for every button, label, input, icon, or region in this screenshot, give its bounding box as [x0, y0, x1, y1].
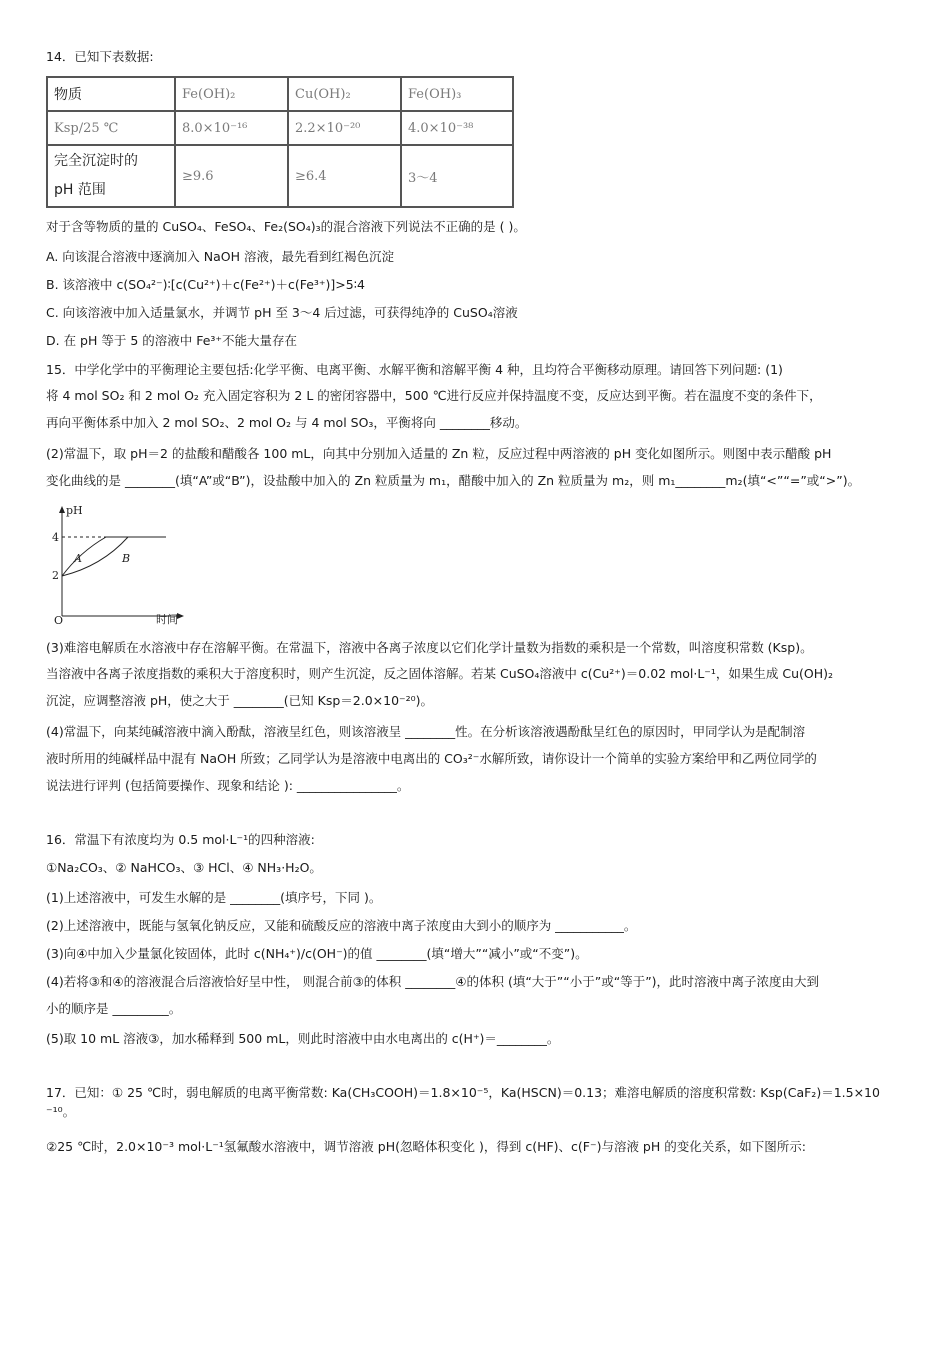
curve-b — [62, 537, 131, 576]
table-header-cell: 物质 — [47, 77, 175, 111]
q15-line-5: 变化曲线的是 ________(填“A”或“B”)，设盐酸中加入的 Zn 粒质量为 m₁，醋酸中加入的 Zn 粒质量为 m₂，则 m₁________m₂(填“<”“=”或“>”)。 — [46, 473, 861, 488]
q14-title: 14．已知下表数据: — [46, 49, 154, 64]
q16-line-7: 小的顺序是 _________。 — [46, 1001, 182, 1016]
table-header-cell: Fe(OH)₂ — [175, 77, 288, 111]
table-cell: ≥9.6 — [175, 145, 288, 207]
q17-line-2: ⁻¹⁰。 — [46, 1104, 76, 1119]
q16-line-2: ①Na₂CO₃、② NaHCO₃、③ HCl、④ NH₃·H₂O。 — [46, 860, 322, 875]
curve-a-label: A — [74, 552, 82, 565]
ph-range-label-line2: pH 范围 — [54, 182, 106, 198]
curve-b-label: B — [122, 552, 131, 565]
q15-line-4: (2)常温下，取 pH＝2 的盐酸和醋酸各 100 mL，向其中分别加入适量的 Zn 粒，反应过程中两溶液的 pH 变化如图所示。则图中表示醋酸 pH — [46, 446, 832, 461]
q15-line-8: 沉淀，应调整溶液 pH，使之大于 ________(已知 Ksp＝2.0×10⁻²⁰)。 — [46, 693, 434, 708]
q16-line-4: (2)上述溶液中，既能与氢氧化钠反应，又能和硫酸反应的溶液中离子浓度由大到小的顺序为 ___________。 — [46, 918, 637, 933]
table-cell: 4.0×10⁻³⁸ — [401, 111, 513, 145]
y-tick-label: 4 — [52, 531, 59, 544]
table-row — [47, 145, 513, 207]
table-row — [47, 77, 513, 111]
q15-line-7: 当溶液中各离子浓度指数的乘积大于溶度积时，则产生沉淀，反之固体溶解。若某 CuSO₄溶液中 c(Cu²⁺)＝0.02 mol·L⁻¹，如果生成 Cu(OH)₂ — [46, 666, 834, 681]
x-axis-arrow — [177, 613, 184, 619]
y-axis-label: pH — [66, 504, 83, 517]
table-cell: 2.2×10⁻²⁰ — [288, 111, 401, 145]
q16-line-6: (4)若将③和④的溶液混合后溶液恰好呈中性， 则混合前③的体积 ________④的体积 (填“大于”“小于”或“等于”)，此时溶液中离子浓度由大到 — [46, 974, 820, 989]
q15-line-10: 液时所用的纯碱样品中混有 NaOH 所致；乙同学认为是溶液中电离出的 CO₃²⁻水解所致，请你设计一个简单的实验方案给甲和乙两位同学的 — [46, 751, 817, 766]
ph-time-graph — [40, 500, 190, 630]
q17-line-3: ②25 ℃时，2.0×10⁻³ mol·L⁻¹氢氟酸水溶液中，调节溶液 pH(忽略体积变化 )，得到 c(HF)、c(F⁻)与溶液 pH 的变化关系，如下图所示: — [46, 1139, 806, 1154]
table-cell: 3～4 — [401, 145, 513, 207]
q14-option-b: B. 该溶液中 c(SO₄²⁻)∶[c(Cu²⁺)＋c(Fe²⁺)＋c(Fe³⁺)]>5∶4 — [46, 277, 365, 292]
q17-line-1: 17．已知：① 25 ℃时，弱电解质的电离平衡常数: Ka(CH₃COOH)＝1.8×10⁻⁵，Ka(HSCN)＝0.13；难溶电解质的溶度积常数: Ksp(CaF₂)＝1.5×10 — [46, 1085, 880, 1100]
q14-option-d: D. 在 pH 等于 5 的溶液中 Fe³⁺不能大量存在 — [46, 333, 298, 348]
q16-line-8: (5)取 10 mL 溶液③，加水稀释到 500 mL，则此时溶液中由水电离出的 c(H⁺)＝________。 — [46, 1031, 560, 1046]
table-cell: 8.0×10⁻¹⁶ — [175, 111, 288, 145]
q16-line-3: (1)上述溶液中，可发生水解的是 ________(填序号，下同 )。 — [46, 890, 382, 905]
x-axis-label: 时间 — [156, 613, 178, 626]
q14-stem: 对于含等物质的量的 CuSO₄、FeSO₄、Fe₂(SO₄)₃的混合溶液下列说法不正确的是 ( )。 — [46, 219, 526, 234]
q16-line-1: 16．常温下有浓度均为 0.5 mol·L⁻¹的四种溶液: — [46, 832, 315, 847]
q15-line-11: 说法进行评判 (包括简要操作、现象和结论 ): ________________。 — [46, 778, 410, 793]
table-header-cell: Fe(OH)₃ — [401, 77, 513, 111]
curve-a — [62, 537, 106, 576]
table-cell: Ksp/25 ℃ — [47, 111, 175, 145]
q14-option-c: C. 向该溶液中加入适量氯水，并调节 pH 至 3～4 后过滤，可获得纯净的 CuSO₄溶液 — [46, 305, 518, 320]
table-header-cell: Cu(OH)₂ — [288, 77, 401, 111]
q15-line-9: (4)常温下，向某纯碱溶液中滴入酚酞，溶液呈红色，则该溶液呈 ________性。在分析该溶液遇酚酞呈红色的原因时，甲同学认为是配制溶 — [46, 724, 806, 739]
ph-range-label-line1: 完全沉淀时的 — [54, 153, 138, 169]
origin-label: O — [54, 614, 64, 627]
q15-line-3: 再向平衡体系中加入 2 mol SO₂、2 mol O₂ 与 4 mol SO₃，平衡将向 ________移动。 — [46, 415, 528, 430]
table-row — [47, 111, 513, 145]
table-cell — [47, 145, 175, 207]
table-cell: ≥6.4 — [288, 145, 401, 207]
q15-line-1: 15．中学化学中的平衡理论主要包括:化学平衡、电离平衡、水解平衡和溶解平衡 4 种，且均符合平衡移动原理。请回答下列问题: (1) — [46, 362, 783, 377]
q15-line-2: 将 4 mol SO₂ 和 2 mol O₂ 充入固定容积为 2 L 的密闭容器中，500 ℃进行反应并保持温度不变，反应达到平衡。若在温度不变的条件下， — [46, 388, 822, 403]
q16-line-5: (3)向④中加入少量氯化铵固体，此时 c(NH₄⁺)/c(OH⁻)的值 ________(填“增大”“减小”或“不变”)。 — [46, 946, 588, 961]
q14-option-a: A. 向该混合溶液中逐滴加入 NaOH 溶液，最先看到红褐色沉淀 — [46, 249, 394, 264]
y-tick-label: 2 — [52, 569, 59, 582]
q15-line-6: (3)难溶电解质在水溶液中存在溶解平衡。在常温下，溶液中各离子浓度以它们化学计量数为指数的乘积是一个常数，叫溶度积常数 (Ksp)。 — [46, 640, 813, 655]
y-axis-arrow — [59, 506, 65, 513]
ksp-data-table — [46, 76, 514, 208]
